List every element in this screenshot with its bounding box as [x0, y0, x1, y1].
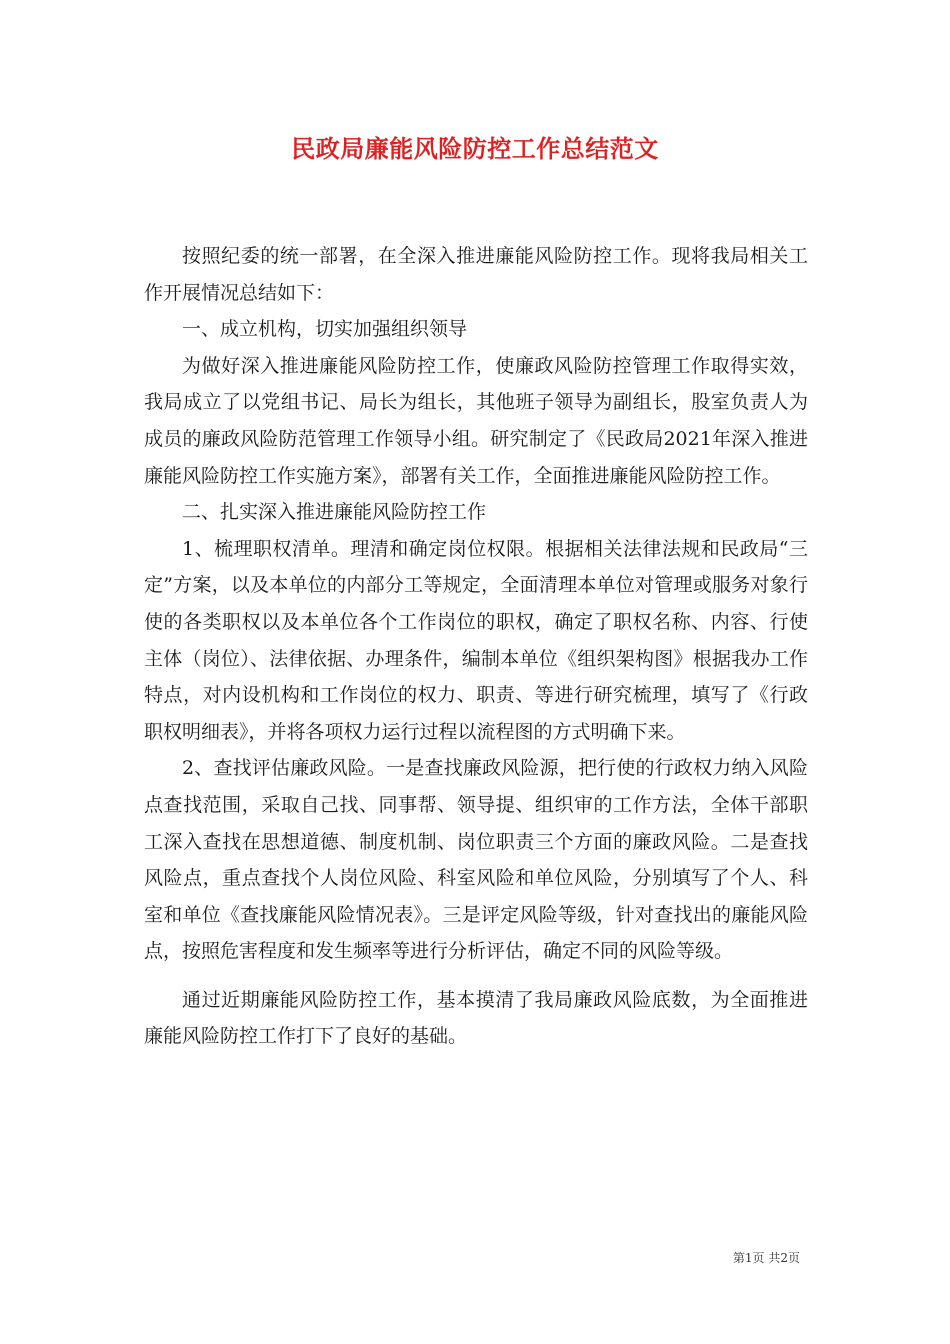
page-number: 第1页 共2页 [732, 1251, 800, 1265]
document-body [144, 238, 808, 1055]
paragraph-conclusion: 通过近期廉能风险防控工作，基本摸清了我局廉政风险底数，为全面推进廉能风险防控工作打下了良好的基础。 [144, 988, 808, 1048]
paragraph-organization: 为做好深入推进廉能风险防控工作，使廉政风险防控管理工作取得实效，我局成立了以党组书记、局长为组长，其他班子领导为副组长，股室负责人为成员的廉政风险防范管理工作领导小组。研究制定了《民政局2021年深入推进廉能风险防控工作实施方案》，部署有关工作，全面推进廉能风险防控工作。 [144, 354, 808, 487]
paragraph-power-list: 1、梳理职权清单。理清和确定岗位权限。根据相关法律法规和民政局“三定”方案，以及本单位的内部分工等规定，全面清理本单位对管理或服务对象行使的各类职权以及本单位各个工作岗位的职权，确定了职权名称、内容、行使主体（岗位）、法律依据、办理条件，编制本单位《组织架构图》根据我办工作特点，对内设机构和工作岗位的权力、职责、等进行研究梳理，填写了《行政职权明细表》，并将各项权力运行过程以流程图的方式明确下来。 [144, 537, 808, 743]
section-heading-1: 一、成立机构，切实加强组织领导 [182, 318, 468, 341]
paragraph-intro: 按照纪委的统一部署，在全深入推进廉能风险防控工作。现将我局相关工作开展情况总结如下： [144, 245, 808, 304]
document-title: 民政局廉能风险防控工作总结范文 [291, 134, 659, 163]
section-heading-2: 二、扎实深入推进廉能风险防控工作 [182, 501, 487, 524]
paragraph-risk-assessment: 2、查找评估廉政风险。一是查找廉政风险源，把行使的行政权力纳入风险点查找范围，采取自己找、同事帮、领导提、组织审的工作方法，全体干部职工深入查找在思想道德、制度机制、岗位职责三个方面的廉政风险。二是查找风险点，重点查找个人岗位风险、科室风险和单位风险，分别填写了个人、科室和单位《查找廉能风险情况表》。三是评定风险等级，针对查找出的廉能风险点，按照危害程度和发生频率等进行分析评估，确定不同的风险等级。 [144, 757, 808, 963]
